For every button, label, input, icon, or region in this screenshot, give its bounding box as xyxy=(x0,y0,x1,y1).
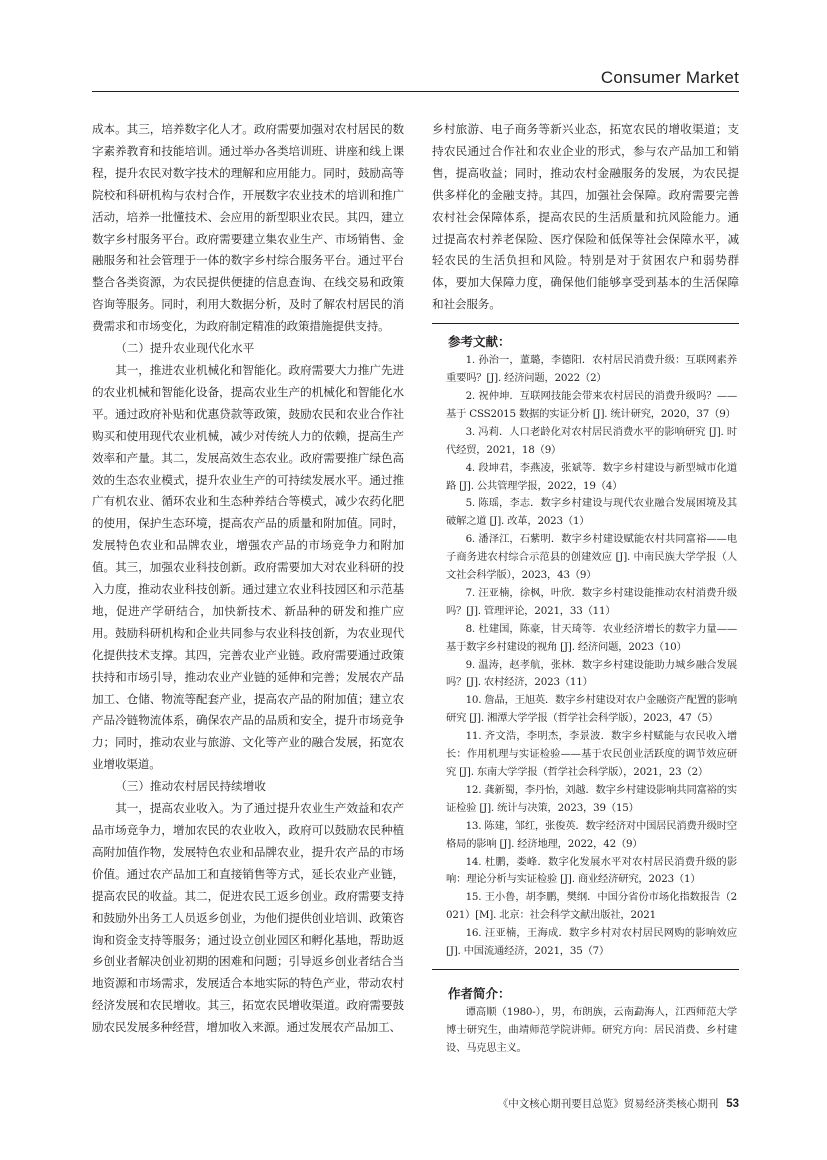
reference-item: 7. 汪亚楠，徐枫，叶欣．数字乡村建设能推动农村消费升级吗？[J]. 管理评论，2021，33（11） xyxy=(446,586,737,617)
reference-item: 15. 王小鲁，胡李鹏，樊纲．中国分省份市场化指数报告（2021）[M]. 北京：社会科学文献出版社，2021 xyxy=(446,891,737,922)
reference-item: 6. 潘泽江，石紫明．数字乡村建设赋能农村共同富裕——电子商务进农村综合示范县的创建效应 [J]. 中南民族大学学报（人文社会科学版），2023，43（9） xyxy=(446,533,737,582)
reference-item: 11. 齐文浩，李明杰，李景波．数字乡村赋能与农民收入增长：作用机理与实证检验——基于农民创业活跃度的调节效应研究 [J]. 东南大学学报（哲学社会科学版），2021，23（2） xyxy=(446,730,737,778)
reference-item: 14. 杜鹏，娄峰．数字化发展水平对农村居民消费升级的影响：理论分析与实证检验 [J]. 商业经济研究，2023（1） xyxy=(446,855,737,886)
reference-item: 9. 温涛，赵孝航，张林．数字乡村建设能助力城乡融合发展吗？[J]. 农村经济，2023（11） xyxy=(446,658,737,689)
reference-item: 4. 段坤君，李燕凌，张斌等．数字乡村建设与新型城市化道路 [J]. 公共管理学报，2022，19（4） xyxy=(446,461,737,492)
reference-item: 3. 冯莉．人口老龄化对农村居民消费水平的影响研究 [J]. 时代经贸，2021，18（9） xyxy=(446,425,737,456)
reference-item: 16. 汪亚楠，王海成．数字乡村对农村居民网购的影响效应 [J]. 中国流通经济，2021，35（7） xyxy=(446,927,737,958)
page-footer xyxy=(498,1096,739,1111)
references-list xyxy=(432,352,739,961)
body-paragraph: 成本。其三，培养数字化人才。政府需要加强对农村居民的数字素养教育和技能培训。通过举办各类培训班、讲座和线上课程，提升农民对数字技术的理解和应用能力。同时，鼓励高等院校和科研机构与农村合作，开展数字农业技术的培训和推广活动，培养一批懂技术、会应用的新型职业农民。其四，建立数字乡村服务平台。政府需要建立集农业生产、市场销售、金融服务和社会管理于一体的数字乡村综合服务平台。通过平台整合各类资源，为农民提供便捷的信息查询、在线交易和政策咨询等服务。同时，利用大数据分析，及时了解农村居民的消费需求和市场变化，为政府制定精准的政策措施提供支持。 xyxy=(92,122,404,334)
reference-item: 1. 孙治一，董璐，李德阳．农村居民消费升级：互联网素养重要吗？[J]. 经济问题，2022（2） xyxy=(446,354,737,385)
body-paragraph: 其一，提高农业收入。为了通过提升农业生产效益和农产品市场竞争力，增加农民的农业收入，政府可以鼓励农民种植高附加值作物，发展特色农业和品牌农业，提升农产品的市场价值。通过农产品加工和直接销售等方式，延长农业产业链，提高农民的收益。其二，促进农民工返乡创业。政府需要支持和鼓励外出务工人员返乡创业，为他们提供创业培训、政策咨询和资金支持等服务；通过设立创业园区和孵化基地，帮助返乡创业者解决创业初期的困难和问题；引导返乡创业者结合当地资源和市场需求，发展适合本地实际的特色产业，带动农村经济发展和农民增收。其三，拓宽农民增收渠道。政府需要鼓励农民发展多种经营，增加收入来源。通过发展农产品加工、 xyxy=(92,801,404,1035)
reference-item: 12. 龚新蜀，李丹怡，刘越．数字乡村建设影响共同富裕的实证检验 [J]. 统计与决策，2023，39（15） xyxy=(446,783,737,814)
reference-item: 2. 祝仲坤．互联网技能会带来农村居民的消费升级吗？——基于 CSS2015 数据的实证分析 [J]. 统计研究，2020，37（9） xyxy=(446,389,737,420)
body-paragraph-continuation: 乡村旅游、电子商务等新兴业态，拓宽农民的增收渠道；支持农民通过合作社和农业企业的形式，参与农产品加工和销售，提高收益；同时，推动农村金融服务的发展，为农民提供多样化的金融支持。其四，加强社会保障。政府需要完善农村社会保障体系，提高农民的生活质量和抗风险能力。通过提高农村养老保险、医疗保险和低保等社会保障水平，减轻农民的生活负担和风险。特别是对于贫困农户和弱势群体，要加大保障力度，确保他们能够享受到基本的生活保障和社会服务。 xyxy=(432,122,739,312)
references-divider xyxy=(432,323,739,324)
right-column xyxy=(432,119,739,1058)
references-heading: 参考文献： xyxy=(448,335,511,350)
page-number: 53 xyxy=(726,1098,739,1110)
section-heading-2: （二）提升农业现代化水平 xyxy=(115,341,255,356)
running-header-title: Consumer Market xyxy=(600,68,739,87)
author-divider xyxy=(432,969,739,970)
author-heading: 作者简介： xyxy=(448,986,511,1001)
reference-item: 10. 詹晶，王旭英．数字乡村建设对农户金融资产配置的影响研究 [J]. 湘潭大学学报（哲学社会科学版），2023，47（5） xyxy=(446,694,737,725)
reference-item: 5. 陈瑶，李志．数字乡村建设与现代农业融合发展困境及其破解之道 [J]. 改革，2023（1） xyxy=(446,497,737,528)
left-column xyxy=(92,119,404,1039)
body-paragraph: 其一，推进农业机械化和智能化。政府需要大力推广先进的农业机械和智能化设备，提高农业生产的机械化和智能化水平。通过政府补贴和优惠贷款等政策，鼓励农民和农业合作社购买和使用现代农业机械，减少对传统人力的依赖，提高生产效率和产量。其二，发展高效生态农业。政府需要推广绿色高效的生态农业模式，提升农业生产的可持续发展水平。通过推广有机农业、循环农业和生态种养结合等模式，减少农药化肥的使用，保护生态环境，提高农产品的质量和附加值。同时，发展特色农业和品牌农业，增强农产品的市场竞争力和附加值。其三，加强农业科技创新。政府需要加大对农业科研的投入力度，推动农业科技创新。通过建立农业科技园区和示范基地，促进产学研结合，加快新技术、新品种的研发和推广应用。鼓励科研机构和企业共同参与农业科技创新，为农业现代化提供技术支撑。其四，完善农业产业链。政府需要通过政策扶持和市场引导，推动农业产业链的延伸和完善；发展农产品加工、仓储、物流等配套产业，提高农产品的附加值；建立农产品冷链物流体系，确保农产品的品质和安全，提升市场竞争力；同时，推动农业与旅游、文化等产业的融合发展，拓宽农业增收渠道。 xyxy=(92,362,404,772)
section-heading-3: （三）推动农村居民持续增收 xyxy=(115,779,266,794)
reference-item: 8. 杜建国，陈豪，甘天琦等．农业经济增长的数字力量——基于数字乡村建设的视角 [J]. 经济问题，2023（10） xyxy=(446,622,737,653)
footer-journal-name: 《中文核心期刊要目总览》贸易经济类核心期刊 xyxy=(497,1098,719,1110)
reference-item: 13. 陈建，邹红，张俊英．数字经济对中国居民消费升级时空格局的影响 [J]. 经济地理，2022，42（9） xyxy=(446,819,737,850)
header-rule xyxy=(92,91,739,92)
author-bio: 谭高顺（1980-），男，布朗族，云南勐海人，江西师范大学博士研究生，曲靖师范学院讲师。研究方向：居民消费、乡村建设、马克思主义。 xyxy=(446,1005,737,1054)
